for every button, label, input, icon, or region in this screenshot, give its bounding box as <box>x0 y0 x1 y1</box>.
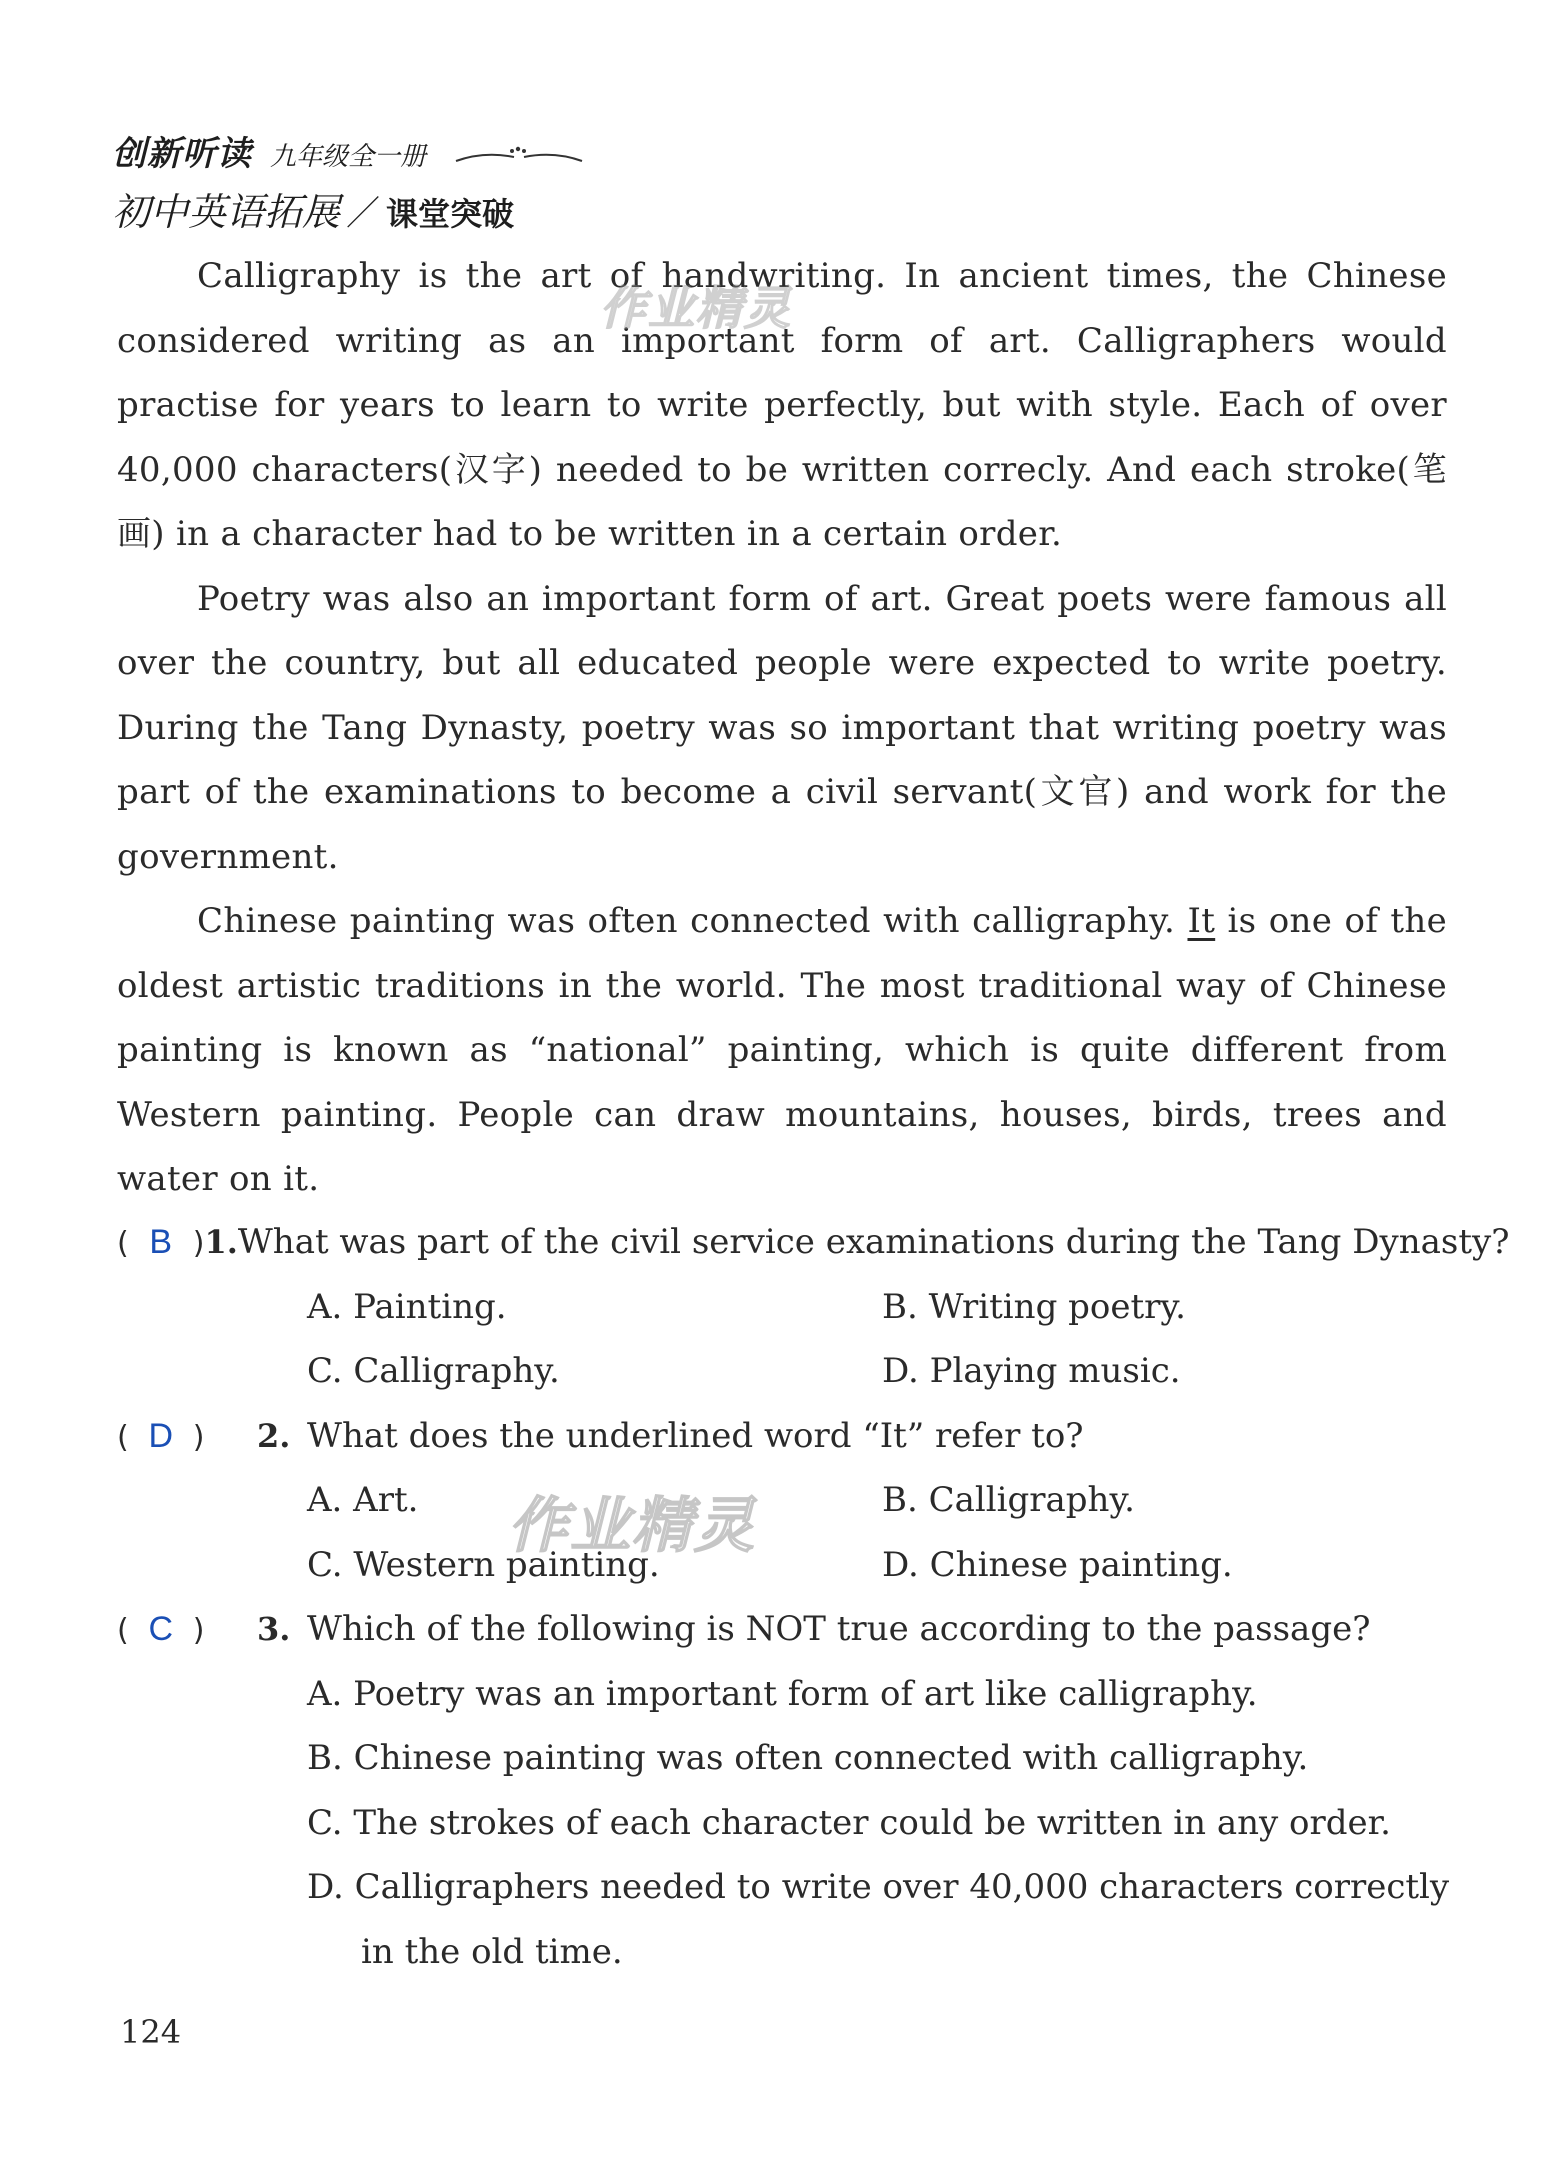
option-row <box>307 1468 1457 1533</box>
option-c: C. The strokes of each character could be written in any order. <box>307 1802 1391 1843</box>
question-number: 1. <box>204 1223 238 1261</box>
brand-name: 创新听读 <box>112 134 252 174</box>
option-row <box>307 1791 1457 1856</box>
answer-letter: C <box>148 1610 173 1648</box>
option-a: A. Painting. <box>307 1286 507 1327</box>
option-d-continuation: in the old time. <box>361 1931 623 1972</box>
question-stem: Which of the following is NOT true according to the passage? <box>307 1609 1371 1649</box>
brand-line <box>112 126 812 175</box>
question-stem-line <box>117 1404 1457 1469</box>
option-c: C. Calligraphy. <box>307 1351 560 1391</box>
option-a: A. Art. <box>307 1480 419 1520</box>
watermark-middle: 作业精灵 <box>508 1491 756 1561</box>
option-b: B. Calligraphy. <box>882 1480 1135 1520</box>
ornament-icon <box>454 145 584 165</box>
brand-grade: 九年级全一册 <box>270 142 427 172</box>
subtitle-line <box>112 181 812 236</box>
underlined-word: It <box>1187 901 1216 941</box>
question-2 <box>117 1404 1457 1598</box>
option-a: A. Poetry was an important form of art like calligraphy. <box>307 1673 1258 1714</box>
bracket-close: ) <box>192 1226 205 1261</box>
option-d: D. Calligraphers needed to write over 40,000 characters correctly <box>307 1867 1450 1907</box>
option-row <box>307 1726 1457 1791</box>
series-name: 初中英语拓展 <box>112 190 341 234</box>
reading-passage <box>117 244 1447 1212</box>
bracket-close: ) <box>192 1419 205 1455</box>
question-stem: What was part of the civil service examinations during the Tang Dynasty? <box>237 1222 1510 1262</box>
question-stem: What does the underlined word “It” refer to? <box>307 1415 1084 1456</box>
option-row <box>307 1275 1457 1340</box>
answer-bracket <box>117 1404 257 1471</box>
option-c: C. Western painting. <box>307 1544 660 1585</box>
option-d: D. Playing music. <box>882 1351 1181 1391</box>
question-1 <box>117 1210 1510 1404</box>
paragraph-calligraphy: Calligraphy is the art of handwriting. In ancient times, the Chinese considered writing as an important form of art. Calligraphers would practise for years to learn to write perfectly, but with style. Each of over 40,000 characters(汉字) needed to be written correcly. And each stroke(笔画) in a character had to be written in a certain order. <box>117 256 1447 554</box>
option-row <box>307 1533 1457 1598</box>
question-list <box>117 1210 1510 1984</box>
page-header <box>112 126 812 236</box>
bracket-open: ( <box>117 1613 129 1648</box>
bracket-open: ( <box>117 1226 129 1261</box>
bracket-open: ( <box>117 1419 129 1455</box>
paragraph-painting-start: Chinese painting was often connected with calligraphy. <box>197 901 1188 941</box>
option-list <box>117 1662 1457 1985</box>
section-name: 课堂突破 <box>386 195 515 233</box>
option-d: D. Chinese painting. <box>882 1544 1233 1585</box>
answer-bracket <box>117 1597 257 1664</box>
option-b: B. Writing poetry. <box>882 1286 1186 1327</box>
question-number: 3. <box>257 1610 291 1648</box>
option-list <box>117 1275 1457 1404</box>
option-b: B. Chinese painting was often connected with calligraphy. <box>307 1738 1309 1778</box>
option-list <box>117 1468 1457 1597</box>
question-stem-line <box>117 1597 1457 1662</box>
answer-letter: D <box>148 1416 173 1455</box>
bracket-close: ) <box>192 1613 205 1648</box>
paragraph-painting <box>117 889 1447 1212</box>
option-row <box>307 1920 1457 1985</box>
answer-letter: B <box>149 1223 173 1261</box>
question-stem-line <box>117 1210 1510 1275</box>
option-row <box>307 1855 1457 1920</box>
paragraph-painting-rest: is one of the oldest artistic traditions in the world. The most traditional way of Chinese painting is known as “national” painting, which is quite different from Western painting. People can draw mountains, houses, birds, trees and water on it. <box>117 901 1447 1199</box>
section-divider: ／ <box>346 194 381 234</box>
watermark-top: 作业精灵 <box>600 281 792 335</box>
answer-bracket <box>117 1210 204 1277</box>
option-row <box>307 1339 1457 1404</box>
page-number: 124 <box>120 2013 182 2051</box>
option-row <box>307 1662 1457 1727</box>
question-3 <box>117 1597 1457 1984</box>
question-number: 2. <box>257 1416 291 1455</box>
paragraph-poetry: Poetry was also an important form of art. Great poets were famous all over the country, but all educated people were expected to write poetry. During the Tang Dynasty, poetry was so important that writing poetry was part of the examinations to become a civil servant(文官) and work for the government. <box>117 578 1447 877</box>
